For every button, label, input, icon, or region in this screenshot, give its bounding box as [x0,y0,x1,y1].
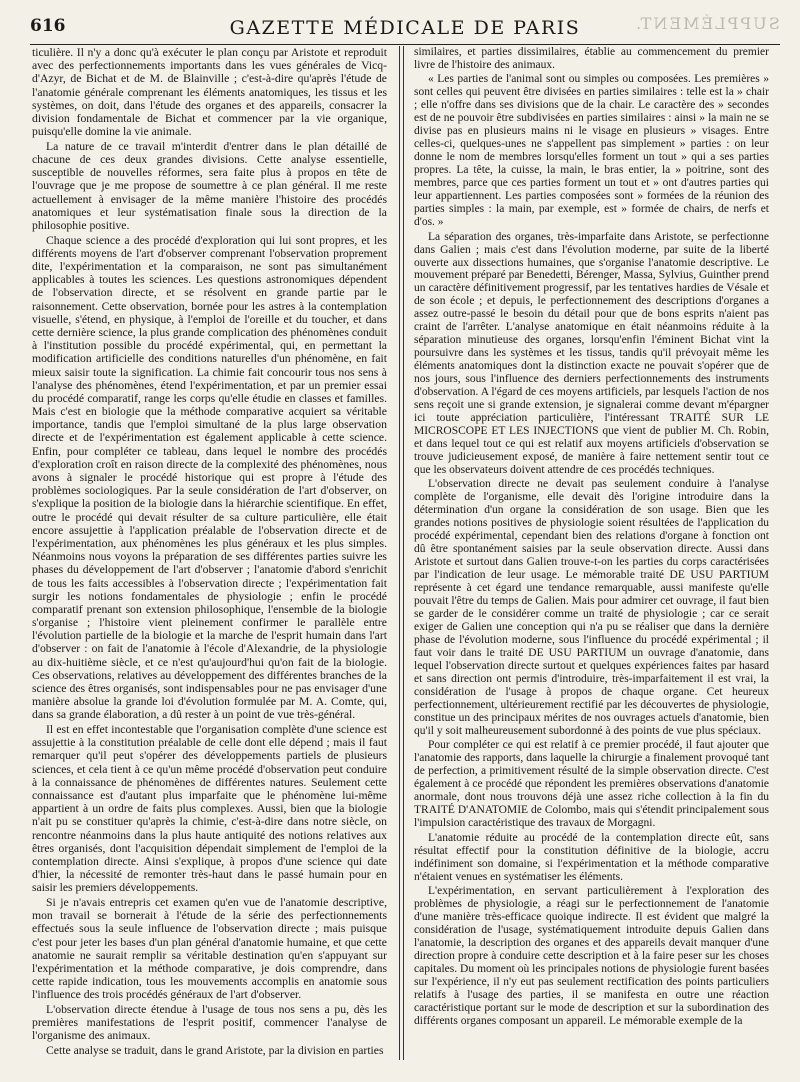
paragraph: L'expérimentation, en servant particulièrement à l'exploration des problèmes de physiologie, a réagi sur le perfectionnement de l'anatomie d'une manière très-efficace quoique indirecte. Il est évident que malgré la considération de l'usage, systématiquement introduite depuis Galien dans l'anatomie, la description des organes et des appareils devait manquer d'une direction propre à conduire cette description et à la faire peser sur les choses capitales. Du moment où les principales notions de physiologie furent basées sur l'expérience, il n'y eut pas seulement rectification des points particuliers relatifs à l'usage des parties, il se manifesta en outre une réaction caractéristique portant sur le mode de description et sur la subordination des différents organes composant un appareil. Le mémorable exemple de la [414,885,769,1027]
paragraph: Chaque science a des procédé d'exploration qui lui sont propres, et les différents moyens de l'art d'observer comprenant l'observation proprement dite, l'expérimentation et la comparaison, ne sont pas simultanément applicables à toutes les sciences. Les questions astronomiques dépendent de l'observation directe, et se résolvent en grande partie par le raisonnement. Cette observation, bornée pour les astres à la contemplation visuelle, s'étend, en physique, à l'emploi de l'oreille et du toucher, et dans cette dernière science, la plus grande complication des phénomènes conduit à l'institution possible du procédé expérimental, qui, en permettant la modification artificielle des conditions naturelles d'un phénomène, en fait mieux saisir toute la signification. La chimie fait concourir tous nos sens à l'analyse des phénomènes, étend l'expérimentation, et par un premier essai du procédé comparatif, range les corps qu'elle étudie en classes et familles. Mais c'est en biologie que la méthode comparative acquiert sa véritable importance, tandis que l'emploi simultané de la plus large observation directe et de l'expérimentation est également applicable à cette science. Enfin, pour compléter ce tableau, dans lequel le nombre des procédés d'exploration croît en raison directe de la complexité des phénomènes, nous avons à signaler le procédé historique qui est propre à l'étude des problèmes sociologiques. Par la seule considération de l'art d'observer, on s'explique la position de la biologie dans la hiérarchie scientifique. En effet, outre le procédé qui devait résulter de sa culture particulière, elle était encore assujettie à l'application préalable de l'observation directe et de l'expérimentation, aux phénomènes les plus généraux et les plus simples. Néanmoins nous voyons la préparation de ses différentes parties suivre les phases du développement de l'art d'observer ; l'anatomie d'abord s'enrichit de tous les faits accessibles à l'observation directe ; l'expérimentation fait surgir les notions fondamentales de physiologie ; enfin le procédé comparatif prenant son extension philosophique, l'ensemble de la biologie s'organise ; l'histoire vient pleinement confirmer le parallèle entre l'évolution partielle de la biologie et la marche de l'esprit humain dans l'art d'observer : on fait de l'anatomie à l'école d'Alexandrie, de la physiologie au dix-huitième siècle, et ce n'est qu'aujourd'hui qu'on fait de la biologie. Ces observations, relatives au développement des différentes branches de la science des êtres organisés, sont indispensables pour ne pas envisager d'une manière absolue la grande loi d'évolution formulée par M. A. Comte, qui, dans sa grande élaboration, a dû rester à un point de vue très-général. [32,233,387,722]
paragraph: Il est en effet incontestable que l'organisation complète d'une science est assujettie à la constitution préalable de celle dont elle dépend ; mais il faut remarquer qu'il peut s'opérer des développements partiels de plusieurs sciences, et cela tient à ce qu'un même procédé d'observation peut conduire à la connaissance de phénomènes de différentes natures. Seulement cette connaissance est d'autant plus imparfaite que le phénomène lui-même appartient à un ordre de faits plus complexes. Aussi, bien que la biologie n'ait pu se constituer qu'après la chimie, c'est-à-dire dans notre siècle, on rencontre néanmoins dans la plus haute antiquité des notions relatives aux êtres organisés, dont l'acquisition dépendait simplement de l'emploi de la contemplation directe. Ainsi s'explique, à propos d'une science qui date d'hier, la nécessité de remonter très-haut dans le passé humain pour en saisir les premiers développements. [32,723,387,895]
paragraph: Pour compléter ce qui est relatif à ce premier procédé, il faut ajouter que l'anatomie des rapports, dans laquelle la chirurgie a finalement provoqué tant de perfection, a primitivement résulté de la simple observation directe. C'est également à ce procédé que répondent les premières observations d'anatomie anormale, dont nous trouvons déjà une assez riche collection à la fin du TRAITÉ D'ANATOMIE de Colombo, mais qui s'étendit principalement sous l'impulsion caractéristique des travaux de Morgagni. [414,739,769,830]
bleed-through-text: SUPPLÉMENT. [634,14,780,33]
publication-title: GAZETTE MÉDICALE DE PARIS [229,17,581,39]
page-header [30,14,780,45]
aristotle-quotation: « Les parties de l'animal sont ou simples ou composées. Les premières » sont celles qui peuvent être divisées en parties similaires : telle est la » chair ; elle n'offre dans ses divisions que de la chair. Le caractère des » secondes est de ne pouvoir être subdivisées en parties similaires : ainsi » la main ne se divise pas en plusieurs mains ni le visage en plusieurs » visages. Entre celles-ci, quelques-unes ne s'appellent pas simplement » parties : on leur donne le nom de membres lorsqu'elles forment un tout » qui a ses parties propres. La tête, la cuisse, la main, le bras entier, la » poitrine, sont des membres, parce que ces parties forment un tout et » ont d'autres parties qui leur appartiennent. Les parties composées sont » formées de la réunion des parties simples : la main, par exemple, est » formée de chairs, de nerfs et d'os. » [414,73,769,229]
right-column [414,46,769,1029]
paragraph: L'anatomie réduite au procédé de la contemplation directe eût, sans résultat effectif pour la constitution définitive de la biologie, accru indéfiniment son domaine, si l'expérimentation et la méthode comparative n'étaient venues en systématiser les éléments. [414,831,769,883]
paragraph: La nature de ce travail m'interdit d'entrer dans le plan détaillé de chacune de ces deux grandes divisions. Cette analyse essentielle, susceptible de nouvelles réformes, sera faite plus à propos en tête de l'ouvrage que je me propose de soumettre à ce plan général. Il me reste actuellement à envisager de la même manière l'histoire des procédés anatomiques et leur systématisation finale sous la direction de la philosophie positive. [32,139,387,232]
column-divider [399,46,400,1060]
paragraph: similaires, et parties dissimilaires, établie au commencement du premier livre de l'histoire des animaux. [414,46,769,71]
paragraph: Cette analyse se traduit, dans le grand Aristote, par la division en parties [46,1044,384,1058]
paragraph: ticulière. Il n'y a donc qu'à exécuter le plan conçu par Aristote et reproduit avec des perfectionnements importants dans les vues générales de Vicq-d'Azyr, de Bichat et de M. de Blainville ; c'est-à-dire qu'après l'étude de l'anatomie générale comprenant les éléments anatomiques, les tissus et les systèmes, on doit, dans l'étude des organes et des appareils, consacrer la division fondamentale de Bichat et commencer par la vie organique, puisqu'elle domine la vie animale. [32,46,387,139]
paragraph: La séparation des organes, très-imparfaite dans Aristote, se perfectionne dans Galien ; mais c'est dans l'évolution moderne, par suite de la liberté ouverte aux dissections humaines, que s'organise l'anatomie descriptive. Le mouvement préparé par Benedetti, Bérenger, Massa, Sylvius, Guinther prend un caractère définitivement progressif, par les tentatives hardies de Vésale et de son école ; et depuis, le perfectionnement des descriptions d'organes a assez outre-passé le besoin du détail pour que de bons esprits n'aient pas craint de l'arrêter. L'analyse anatomique en était néanmoins réduite à la séparation minutieuse des organes, lorsqu'enfin l'éminent Bichat vint la poursuivre dans les systèmes et les tissus, tandis qu'il prévoyait même les éléments anatomiques dont la distinction exacte ne pouvait s'opérer que de nos jours, sous l'influence des derniers perfectionnements des instruments d'observation. A l'égard de ces moyens artificiels, par lesquels l'action de nos sens reçoit une si grande extension, je signalerai comme devant m'épargner ici toute appréciation particulière, l'intéressant TRAITÉ SUR LE MICROSCOPE ET LES INJECTIONS que vient de publier M. Ch. Robin, et dans lequel tout ce qui est relatif aux moyens artificiels d'observation se trouve judicieusement exposé, de manière à faire nettement sentir tout ce que les observateurs doivent attendre de ces procédés techniques. [414,230,769,476]
paragraph: L'observation directe étendue à l'usage de tous nos sens a pu, dès les premières manifestations de l'esprit positif, commencer l'analyse de l'organisme des animaux. [32,1003,387,1043]
column-divider [403,46,404,1060]
paragraph: Si je n'avais entrepris cet examen qu'en vue de l'anatomie descriptive, mon travail se bornerait à l'étude de la série des perfectionnements effectués sous la seule influence de l'observation directe ; mais puisque c'est pour jeter les bases d'un plan général d'anatomie humaine, et que cette anatomie ne saurait remplir sa véritable destination qu'en s'appuyant sur l'expérimentation et la méthode comparative, je dois comprendre, dans cette rapide indication, tous les mouvements accomplis en anatomie sous l'influence des trois procédés généraux de l'art d'observer. [32,896,387,1002]
paragraph: L'observation directe ne devait pas seulement conduire à l'analyse complète de l'organisme, elle devait dès l'origine introduire dans la détermination d'un organe la considération de son usage. Bien que les grandes notions positives de physiologie soient résultées de l'application du procédé expérimental, cependant bien des relations d'organe à fonction ont dû être spontanément saisies par la seule observation directe. Aussi dans Aristote et surtout dans Galien trouve-t-on les parties du corps caractérisées par l'indication de leur usage. Le mémorable traité DE USU PARTIUM représente à cet égard une tendance remarquable, aussi manifeste qu'elle pouvait l'être du temps de Galien. Mais pour admirer cet ouvrage, il faut bien se garder de le considérer comme un traité de physiologie ; car ce serait exiger de Galien une conception qui n'a pu se réaliser que dans la dernière phase de l'évolution moderne, sous l'influence du procédé expérimental ; il faut voir dans le traité DE USU PARTIUM un ouvrage d'anatomie, dans lequel l'observation directe surtout et quelques expériences faites par hasard et sans direction ont permis d'introduire, très-imparfaitement il est vrai, la considération de l'usage à propos de chaque organe. Cet heureux perfectionnement, ultérieurement rectifié par les découvertes de physiologie, constitue un des principaux mérites de nos ouvrages actuels d'anatomie, bien qu'il y soit malheureusement subordonné à des points de vue plus spéciaux. [414,478,769,737]
page-number: 616 [30,16,66,36]
left-column [32,46,387,1059]
